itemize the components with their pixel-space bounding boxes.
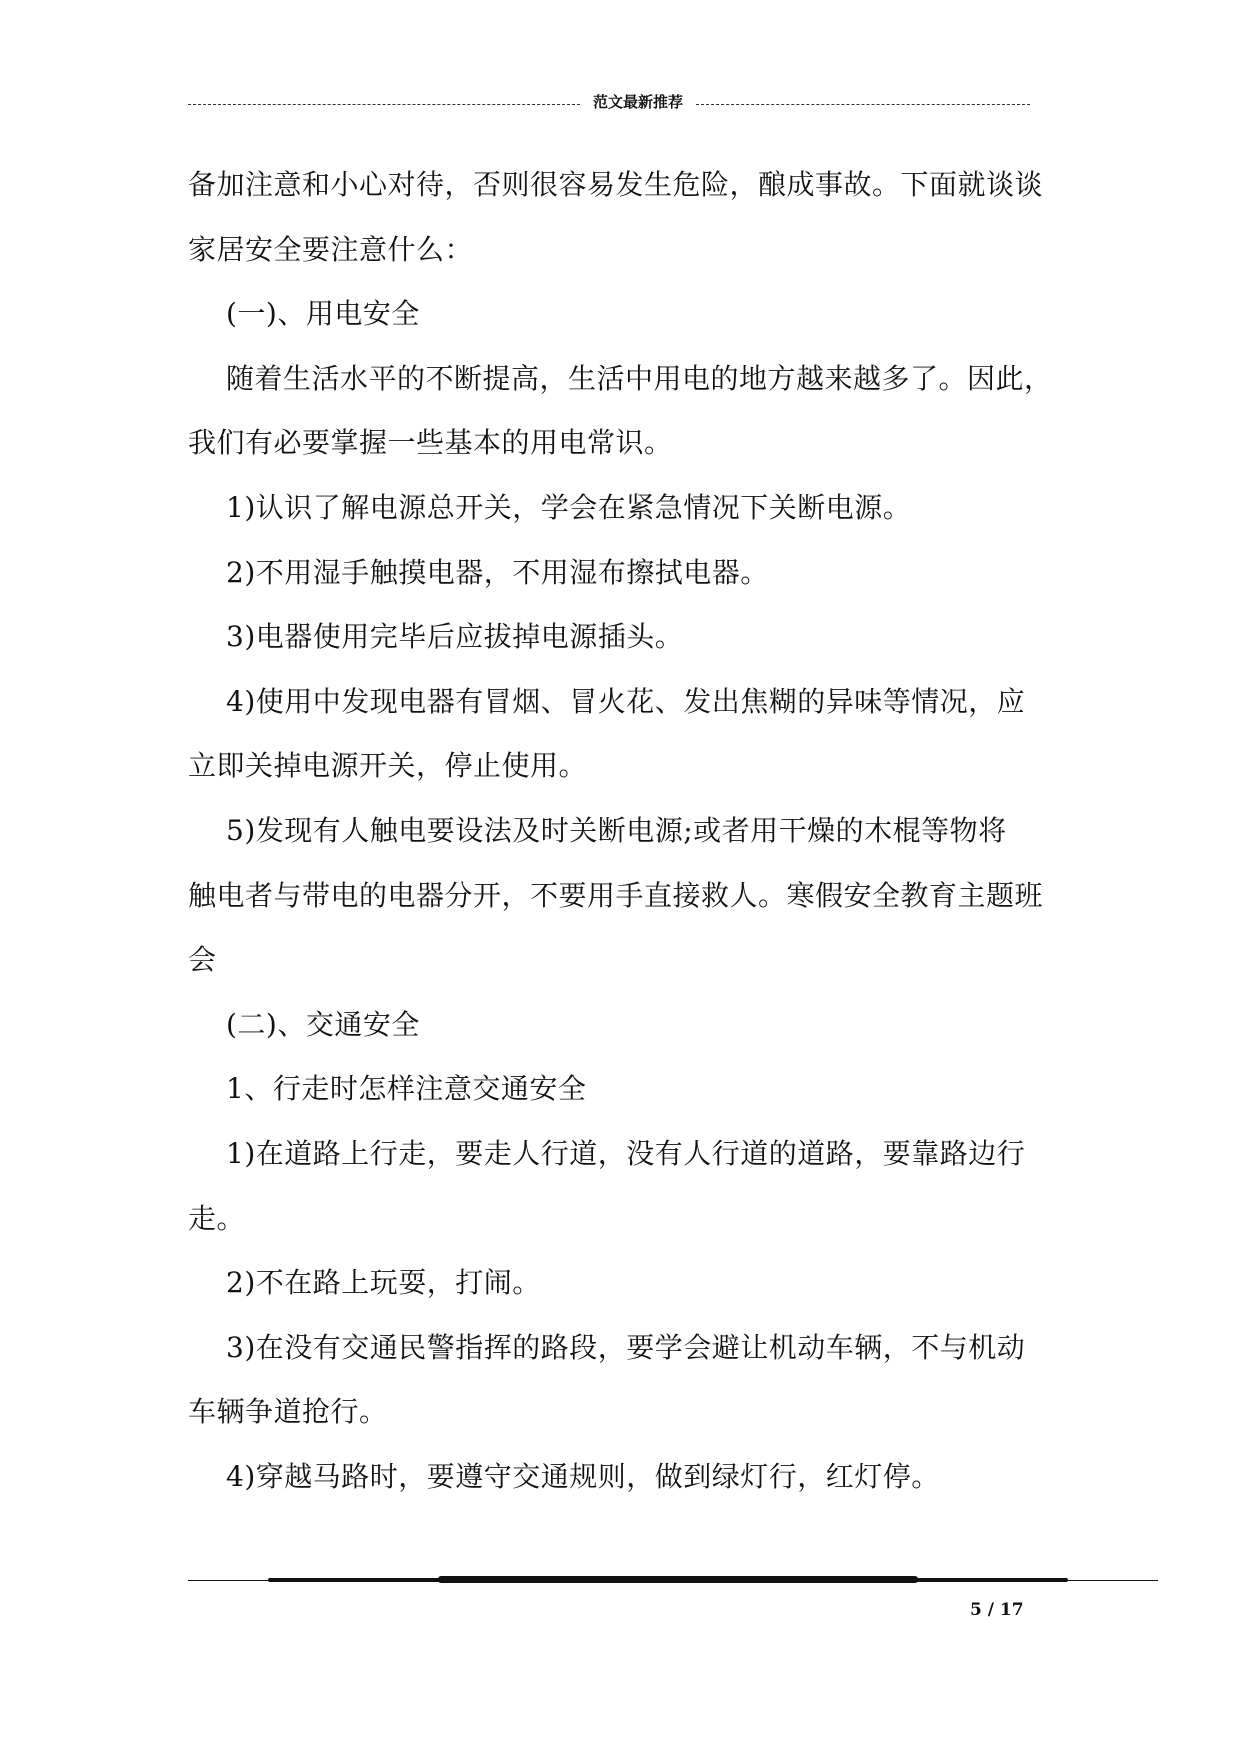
document-body	[188, 153, 1053, 1509]
paragraph-line: 家居安全要注意什么：	[188, 232, 474, 266]
paragraph-line: 3)在没有交通民警指挥的路段，要学会避让机动车辆，不与机动	[226, 1330, 1026, 1364]
paragraph-line: 走。	[188, 1201, 246, 1235]
paragraph-line: (二)、交通安全	[226, 1007, 420, 1041]
page-number: 5 / 17	[970, 1600, 1024, 1620]
paragraph-line: 4)穿越马路时，要遵守交通规则，做到绿灯行，红灯停。	[226, 1459, 940, 1493]
paragraph-line: 触电者与带电的电器分开，不要用手直接救人。寒假安全教育主题班	[188, 878, 1044, 912]
paragraph-line: 3)电器使用完毕后应拔掉电源插头。	[226, 620, 684, 654]
paragraph-line: 1、行走时怎样注意交通安全	[226, 1072, 587, 1106]
header-dashed-rule-right	[696, 104, 1030, 105]
paragraph-line: 车辆争道抢行。	[188, 1395, 388, 1429]
paragraph-line: (一)、用电安全	[226, 297, 420, 331]
paragraph-line: 立即关掉电源开关，停止使用。	[188, 749, 588, 783]
page-header	[188, 90, 1030, 114]
header-dashed-rule-left	[188, 104, 580, 105]
paragraph-line: 1)在道路上行走，要走人行道，没有人行道的道路，要靠路边行	[226, 1136, 1026, 1170]
footer-rule	[188, 1573, 1158, 1587]
header-title: 范文最新推荐	[592, 93, 683, 111]
paragraph-line: 会	[188, 943, 217, 977]
paragraph-line: 备加注意和小心对待，否则很容易发生危险，酿成事故。下面就谈谈	[188, 168, 1044, 201]
paragraph-line: 5)发现有人触电要设法及时关断电源;或者用干燥的木棍等物将	[226, 813, 1007, 847]
paragraph-line: 1)认识了解电源总开关，学会在紧急情况下关断电源。	[226, 490, 912, 524]
paragraph-line: 4)使用中发现电器有冒烟、冒火花、发出焦糊的异味等情况，应	[226, 684, 1026, 718]
paragraph-line: 2)不在路上玩耍，打闹。	[226, 1266, 541, 1300]
paragraph-line: 2)不用湿手触摸电器，不用湿布擦拭电器。	[226, 555, 769, 589]
paragraph-line: 随着生活水平的不断提高，生活中用电的地方越来越多了。因此，	[226, 361, 1053, 395]
paragraph-line: 我们有必要掌握一些基本的用电常识。	[188, 426, 673, 460]
